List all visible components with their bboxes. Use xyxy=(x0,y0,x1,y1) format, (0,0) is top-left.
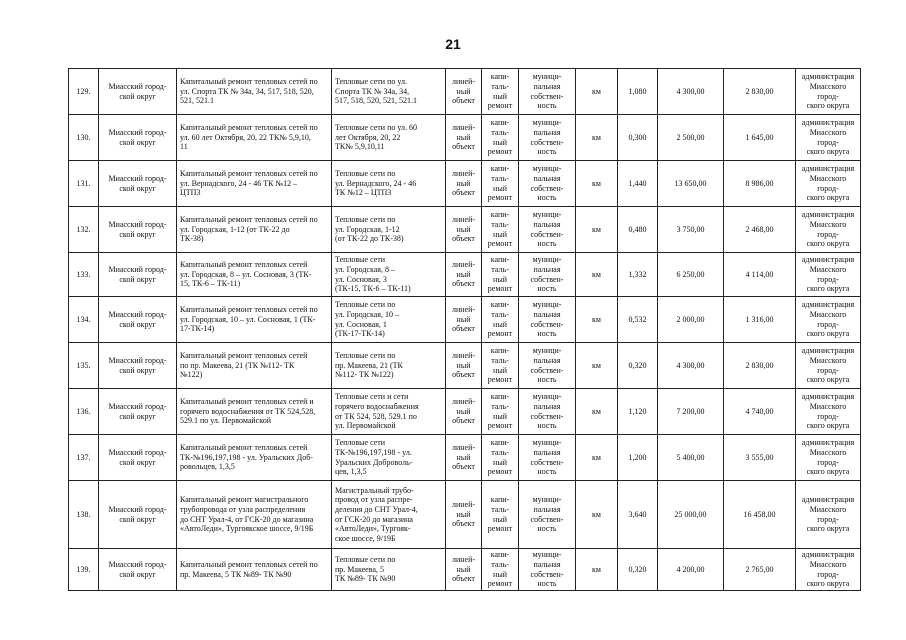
row-number-text: 139. xyxy=(76,564,91,574)
network-name-cell xyxy=(332,549,446,591)
row-number xyxy=(69,343,99,389)
work-description-cell xyxy=(177,207,332,253)
municipality-cell-text: Миасский город- ской округ xyxy=(108,447,167,467)
ownership-cell-text: муници- пальная собствен- ность xyxy=(530,164,564,203)
ownership-cell xyxy=(519,207,576,253)
work-description-cell-text: Капитальный ремонт тепловых сетей по ул. Вернадского, 24 - 46 ТК №12 – ЦТП3 xyxy=(180,169,318,198)
work-type-cell xyxy=(482,343,519,389)
object-type-cell xyxy=(446,343,482,389)
responsible-cell-text: администрация Миасского город- ского округа xyxy=(801,495,855,534)
work-description-cell-text: Капитальный ремонт тепловых сетей ул. Городская, 8 – ул. Сосновая, 3 (ТК- 15, ТК-6 – ТК-11) xyxy=(180,260,312,289)
budget-cost-cell xyxy=(724,297,796,343)
work-type-cell-text: капи- таль- ный ремонт xyxy=(487,550,513,589)
total-cost-cell xyxy=(658,69,724,115)
row-number xyxy=(69,115,99,161)
municipality-cell xyxy=(99,343,177,389)
total-cost-cell xyxy=(658,161,724,207)
work-description-cell-text: Капитальный ремонт тепловых сетей ТК-№196,197,198 - ул. Уральских Доб- ровольцев, 1,3,5 xyxy=(180,443,313,472)
municipality-cell-text: Миасский город- ской округ xyxy=(108,355,167,375)
row-number-text: 129. xyxy=(76,86,91,96)
total-cost-cell xyxy=(658,297,724,343)
total-cost-cell-text: 2 500,00 xyxy=(676,132,705,142)
works-table xyxy=(68,68,861,591)
responsible-cell xyxy=(796,297,861,343)
municipality-cell xyxy=(99,481,177,549)
unit-cell xyxy=(576,481,618,549)
unit-cell-text: км xyxy=(592,269,601,279)
unit-cell xyxy=(576,161,618,207)
work-type-cell xyxy=(482,297,519,343)
budget-cost-cell-text: 4 114,00 xyxy=(745,269,774,279)
length-cell-text: 0,320 xyxy=(628,564,647,574)
total-cost-cell-text: 4 300,00 xyxy=(676,86,705,96)
responsible-cell xyxy=(796,481,861,549)
unit-cell-text: км xyxy=(592,224,601,234)
responsible-cell xyxy=(796,207,861,253)
length-cell xyxy=(618,389,658,435)
ownership-cell xyxy=(519,549,576,591)
row-number-text: 133. xyxy=(76,269,91,279)
ownership-cell-text: муници- пальная собствен- ность xyxy=(530,438,564,477)
table-body xyxy=(69,69,861,591)
unit-cell xyxy=(576,435,618,481)
object-type-cell-text: линей- ный объект xyxy=(451,443,476,472)
network-name-cell xyxy=(332,481,446,549)
object-type-cell-text: линей- ный объект xyxy=(451,77,476,106)
work-description-cell-text: Капитальный ремонт тепловых сетей по пр. Макеева, 21 (ТК №112- ТК №122) xyxy=(180,351,308,380)
total-cost-cell-text: 4 200,00 xyxy=(676,564,705,574)
length-cell xyxy=(618,549,658,591)
table-row xyxy=(69,389,861,435)
unit-cell xyxy=(576,207,618,253)
responsible-cell-text: администрация Миасского город- ского округа xyxy=(801,118,855,157)
object-type-cell-text: линей- ный объект xyxy=(451,555,476,584)
work-description-cell-text: Капитальный ремонт тепловых сетей по пр. Макеева, 5 ТК №89- ТК №90 xyxy=(180,559,318,579)
table-row xyxy=(69,69,861,115)
work-description-cell-text: Капитальный ремонт тепловых сетей по ул. 60 лет Октября, 20, 22 ТК№ 5,9,10, 11 xyxy=(180,123,318,152)
object-type-cell xyxy=(446,435,482,481)
network-name-cell-text: Магистральный трубо- провод от узла распре- деления до СНТ Урал-4, от ГСК-20 до магазина «АвтоЛеди», Тургояк- ское шоссе, 9/19Б xyxy=(335,485,418,543)
work-description-cell xyxy=(177,161,332,207)
network-name-cell xyxy=(332,435,446,481)
budget-cost-cell xyxy=(724,481,796,549)
unit-cell-text: км xyxy=(592,360,601,370)
municipality-cell-text: Миасский город- ской округ xyxy=(108,264,167,284)
length-cell xyxy=(618,115,658,161)
length-cell-text: 0,480 xyxy=(628,224,647,234)
work-type-cell xyxy=(482,253,519,297)
work-type-cell xyxy=(482,481,519,549)
responsible-cell-text: администрация Миасского город- ского округа xyxy=(801,164,855,203)
table-row xyxy=(69,207,861,253)
work-type-cell xyxy=(482,549,519,591)
row-number-text: 138. xyxy=(76,509,91,519)
row-number-text: 132. xyxy=(76,224,91,234)
budget-cost-cell-text: 2 468,00 xyxy=(745,224,774,234)
responsible-cell xyxy=(796,115,861,161)
table-row xyxy=(69,343,861,389)
network-name-cell xyxy=(332,207,446,253)
object-type-cell xyxy=(446,115,482,161)
work-type-cell xyxy=(482,435,519,481)
work-description-cell xyxy=(177,389,332,435)
object-type-cell-text: линей- ный объект xyxy=(451,123,476,152)
network-name-cell-text: Тепловые сети по пр. Макеева, 5 ТК №89- ТК №90 xyxy=(335,555,396,584)
responsible-cell xyxy=(796,69,861,115)
work-type-cell-text: капи- таль- ный ремонт xyxy=(487,438,513,477)
object-type-cell xyxy=(446,481,482,549)
unit-cell-text: км xyxy=(592,86,601,96)
responsible-cell xyxy=(796,389,861,435)
work-description-cell-text: Капитальный ремонт тепловых сетей по ул. Городская, 10 – ул. Сосновая, 1 (ТК- 17-ТК-14) xyxy=(180,305,318,334)
responsible-cell-text: администрация Миасского город- ского округа xyxy=(801,392,855,431)
unit-cell xyxy=(576,549,618,591)
ownership-cell-text: муници- пальная собствен- ность xyxy=(530,118,564,157)
object-type-cell-text: линей- ный объект xyxy=(451,215,476,244)
municipality-cell-text: Миасский город- ской округ xyxy=(108,219,167,239)
municipality-cell-text: Миасский город- ской округ xyxy=(108,81,167,101)
work-description-cell xyxy=(177,343,332,389)
network-name-cell-text: Тепловые сети ТК-№196,197,198 - ул. Уральских Доброволь- цев, 1,3,5 xyxy=(335,438,413,477)
network-name-cell xyxy=(332,343,446,389)
work-description-cell xyxy=(177,69,332,115)
row-number-text: 137. xyxy=(76,452,91,462)
total-cost-cell xyxy=(658,207,724,253)
work-type-cell-text: капи- таль- ный ремонт xyxy=(487,72,513,111)
budget-cost-cell xyxy=(724,253,796,297)
budget-cost-cell xyxy=(724,549,796,591)
unit-cell xyxy=(576,253,618,297)
row-number xyxy=(69,253,99,297)
ownership-cell-text: муници- пальная собствен- ность xyxy=(530,550,564,589)
responsible-cell-text: администрация Миасского город- ского округа xyxy=(801,255,855,294)
work-type-cell-text: капи- таль- ный ремонт xyxy=(487,164,513,203)
ownership-cell-text: муници- пальная собствен- ность xyxy=(530,495,564,534)
ownership-cell-text: муници- пальная собствен- ность xyxy=(530,392,564,431)
responsible-cell xyxy=(796,549,861,591)
network-name-cell-text: Тепловые сети по ул. Вернадского, 24 - 46 ТК №12 – ЦТП3 xyxy=(335,169,417,198)
ownership-cell xyxy=(519,297,576,343)
budget-cost-cell-text: 3 555,00 xyxy=(745,452,774,462)
municipality-cell-text: Миасский город- ской округ xyxy=(108,127,167,147)
total-cost-cell xyxy=(658,343,724,389)
object-type-cell xyxy=(446,161,482,207)
unit-cell-text: км xyxy=(592,406,601,416)
unit-cell-text: км xyxy=(592,314,601,324)
table-row xyxy=(69,115,861,161)
budget-cost-cell xyxy=(724,343,796,389)
row-number-text: 136. xyxy=(76,406,91,416)
length-cell-text: 1,120 xyxy=(628,406,647,416)
unit-cell xyxy=(576,343,618,389)
page-number: 21 xyxy=(445,36,461,52)
network-name-cell-text: Тепловые сети по ул. Спорта ТК № 34а, 34, 517, 518, 520, 521, 521.1 xyxy=(335,77,417,106)
work-type-cell-text: капи- таль- ный ремонт xyxy=(487,346,513,385)
ownership-cell xyxy=(519,435,576,481)
ownership-cell xyxy=(519,69,576,115)
responsible-cell-text: администрация Миасского город- ского округа xyxy=(801,210,855,249)
length-cell-text: 3,640 xyxy=(628,509,647,519)
object-type-cell-text: линей- ный объект xyxy=(451,351,476,380)
row-number xyxy=(69,207,99,253)
object-type-cell xyxy=(446,69,482,115)
total-cost-cell xyxy=(658,481,724,549)
work-description-cell xyxy=(177,435,332,481)
total-cost-cell-text: 5 400,00 xyxy=(676,452,705,462)
unit-cell-text: км xyxy=(592,178,601,188)
length-cell-text: 1,440 xyxy=(628,178,647,188)
object-type-cell xyxy=(446,549,482,591)
responsible-cell-text: администрация Миасского город- ского округа xyxy=(801,346,855,385)
work-description-cell-text: Капитальный ремонт магистрального трубопровода от узла распределения до СНТ Урал-4, от ГСК-20 до магазина «АвтоЛеди», Тургоякское шоссе, 9/19Б xyxy=(180,495,314,534)
ownership-cell xyxy=(519,389,576,435)
responsible-cell-text: администрация Миасского город- ского округа xyxy=(801,438,855,477)
work-type-cell xyxy=(482,389,519,435)
responsible-cell xyxy=(796,435,861,481)
total-cost-cell xyxy=(658,115,724,161)
work-description-cell-text: Капитальный ремонт тепловых сетей по ул. Городская, 1-12 (от ТК-22 до ТК-38) xyxy=(180,215,318,244)
work-type-cell-text: капи- таль- ный ремонт xyxy=(487,495,513,534)
total-cost-cell-text: 2 000,00 xyxy=(676,314,705,324)
work-type-cell-text: капи- таль- ный ремонт xyxy=(487,255,513,294)
length-cell-text: 1,080 xyxy=(628,86,647,96)
total-cost-cell xyxy=(658,389,724,435)
table-row xyxy=(69,297,861,343)
total-cost-cell-text: 3 750,00 xyxy=(676,224,705,234)
municipality-cell-text: Миасский город- ской округ xyxy=(108,559,167,579)
municipality-cell-text: Миасский город- ской округ xyxy=(108,504,167,524)
ownership-cell-text: муници- пальная собствен- ность xyxy=(530,255,564,294)
length-cell xyxy=(618,253,658,297)
ownership-cell xyxy=(519,161,576,207)
municipality-cell xyxy=(99,549,177,591)
row-number-text: 135. xyxy=(76,360,91,370)
network-name-cell-text: Тепловые сети по ул. 60 лет Октября, 20, 22 ТК№ 5,9,10,11 xyxy=(335,123,418,152)
municipality-cell xyxy=(99,115,177,161)
length-cell-text: 1,200 xyxy=(628,452,647,462)
unit-cell xyxy=(576,297,618,343)
object-type-cell xyxy=(446,207,482,253)
budget-cost-cell-text: 2 830,00 xyxy=(745,360,774,370)
total-cost-cell xyxy=(658,549,724,591)
object-type-cell-text: линей- ный объект xyxy=(451,305,476,334)
object-type-cell xyxy=(446,253,482,297)
total-cost-cell-text: 4 300,00 xyxy=(676,360,705,370)
work-description-cell xyxy=(177,253,332,297)
work-type-cell xyxy=(482,161,519,207)
network-name-cell xyxy=(332,115,446,161)
municipality-cell xyxy=(99,69,177,115)
ownership-cell-text: муници- пальная собствен- ность xyxy=(530,72,564,111)
work-type-cell xyxy=(482,69,519,115)
length-cell-text: 0,532 xyxy=(628,314,647,324)
total-cost-cell xyxy=(658,253,724,297)
ownership-cell xyxy=(519,115,576,161)
municipality-cell xyxy=(99,161,177,207)
total-cost-cell-text: 25 000,00 xyxy=(674,509,707,519)
unit-cell xyxy=(576,69,618,115)
municipality-cell-text: Миасский город- ской округ xyxy=(108,401,167,421)
work-type-cell-text: капи- таль- ный ремонт xyxy=(487,392,513,431)
object-type-cell-text: линей- ный объект xyxy=(451,397,476,426)
network-name-cell xyxy=(332,389,446,435)
work-description-cell xyxy=(177,481,332,549)
municipality-cell-text: Миасский город- ской округ xyxy=(108,173,167,193)
budget-cost-cell-text: 1 645,00 xyxy=(745,132,774,142)
responsible-cell-text: администрация Миасского город- ского округа xyxy=(801,550,855,589)
responsible-cell-text: администрация Миасского город- ского округа xyxy=(801,72,855,111)
row-number xyxy=(69,435,99,481)
budget-cost-cell-text: 2 830,00 xyxy=(745,86,774,96)
budget-cost-cell-text: 8 986,00 xyxy=(745,178,774,188)
table-row xyxy=(69,549,861,591)
network-name-cell-text: Тепловые сети ул. Городская, 8 – ул. Сосновая, 3 (ТК-15, ТК-6 – ТК-11) xyxy=(335,255,411,294)
network-name-cell xyxy=(332,253,446,297)
responsible-cell-text: администрация Миасского город- ского округа xyxy=(801,300,855,339)
budget-cost-cell-text: 4 740,00 xyxy=(745,406,774,416)
work-description-cell xyxy=(177,297,332,343)
unit-cell-text: км xyxy=(592,132,601,142)
row-number-text: 130. xyxy=(76,132,91,142)
object-type-cell xyxy=(446,297,482,343)
length-cell xyxy=(618,481,658,549)
responsible-cell xyxy=(796,343,861,389)
municipality-cell-text: Миасский город- ской округ xyxy=(108,309,167,329)
municipality-cell xyxy=(99,297,177,343)
ownership-cell xyxy=(519,343,576,389)
ownership-cell-text: муници- пальная собствен- ность xyxy=(530,346,564,385)
table-row xyxy=(69,253,861,297)
row-number xyxy=(69,481,99,549)
municipality-cell xyxy=(99,207,177,253)
municipality-cell xyxy=(99,253,177,297)
length-cell xyxy=(618,207,658,253)
work-type-cell-text: капи- таль- ный ремонт xyxy=(487,210,513,249)
unit-cell xyxy=(576,389,618,435)
row-number xyxy=(69,389,99,435)
budget-cost-cell xyxy=(724,115,796,161)
budget-cost-cell xyxy=(724,161,796,207)
work-description-cell-text: Капитальный ремонт тепловых сетей по ул. Спорта ТК № 34а, 34, 517, 518, 520, 521, 521.1 xyxy=(180,77,318,106)
total-cost-cell-text: 6 250,00 xyxy=(676,269,705,279)
budget-cost-cell-text: 1 316,00 xyxy=(745,314,774,324)
unit-cell-text: км xyxy=(592,564,601,574)
object-type-cell xyxy=(446,389,482,435)
ownership-cell-text: муници- пальная собствен- ность xyxy=(530,210,564,249)
length-cell-text: 0,300 xyxy=(628,132,647,142)
network-name-cell-text: Тепловые сети и сети горячего водоснабжения от ТК 524, 528, 529.1 по ул. Первомайской xyxy=(335,392,419,431)
responsible-cell xyxy=(796,161,861,207)
work-description-cell xyxy=(177,115,332,161)
unit-cell-text: км xyxy=(592,452,601,462)
length-cell xyxy=(618,435,658,481)
row-number xyxy=(69,69,99,115)
row-number-text: 134. xyxy=(76,314,91,324)
length-cell-text: 1,332 xyxy=(628,269,647,279)
table-row xyxy=(69,481,861,549)
work-description-cell-text: Капитальный ремонт тепловых сетей и горячего водоснабжения от ТК 524,528, 529.1 по ул. Первомайской xyxy=(180,397,316,426)
object-type-cell-text: линей- ный объект xyxy=(451,260,476,289)
row-number xyxy=(69,549,99,591)
work-type-cell-text: капи- таль- ный ремонт xyxy=(487,118,513,157)
table-row xyxy=(69,161,861,207)
length-cell xyxy=(618,69,658,115)
budget-cost-cell xyxy=(724,389,796,435)
length-cell xyxy=(618,297,658,343)
work-type-cell xyxy=(482,115,519,161)
ownership-cell xyxy=(519,253,576,297)
budget-cost-cell xyxy=(724,435,796,481)
budget-cost-cell-text: 2 765,00 xyxy=(745,564,774,574)
municipality-cell xyxy=(99,435,177,481)
budget-cost-cell xyxy=(724,207,796,253)
network-name-cell-text: Тепловые сети по ул. Городская, 10 – ул. Сосновая, 1 (ТК-17-ТК-14) xyxy=(335,300,399,339)
network-name-cell xyxy=(332,161,446,207)
length-cell-text: 0,320 xyxy=(628,360,647,370)
work-type-cell-text: капи- таль- ный ремонт xyxy=(487,300,513,339)
municipality-cell xyxy=(99,389,177,435)
total-cost-cell-text: 13 650,00 xyxy=(674,178,707,188)
length-cell xyxy=(618,161,658,207)
unit-cell xyxy=(576,115,618,161)
work-type-cell xyxy=(482,207,519,253)
length-cell xyxy=(618,343,658,389)
ownership-cell-text: муници- пальная собствен- ность xyxy=(530,300,564,339)
network-name-cell xyxy=(332,297,446,343)
network-name-cell xyxy=(332,69,446,115)
budget-cost-cell xyxy=(724,69,796,115)
table-row xyxy=(69,435,861,481)
budget-cost-cell-text: 16 458,00 xyxy=(743,509,776,519)
unit-cell-text: км xyxy=(592,509,601,519)
work-description-cell xyxy=(177,549,332,591)
object-type-cell-text: линей- ный объект xyxy=(451,500,476,529)
row-number-text: 131. xyxy=(76,178,91,188)
row-number xyxy=(69,297,99,343)
total-cost-cell xyxy=(658,435,724,481)
row-number xyxy=(69,161,99,207)
network-name-cell-text: Тепловые сети по пр. Макеева, 21 (ТК №112- ТК №122) xyxy=(335,351,403,380)
network-name-cell-text: Тепловые сети по ул. Городская, 1-12 (от ТК-22 до ТК-38) xyxy=(335,215,404,244)
responsible-cell xyxy=(796,253,861,297)
total-cost-cell-text: 7 200,00 xyxy=(676,406,705,416)
object-type-cell-text: линей- ный объект xyxy=(451,169,476,198)
ownership-cell xyxy=(519,481,576,549)
